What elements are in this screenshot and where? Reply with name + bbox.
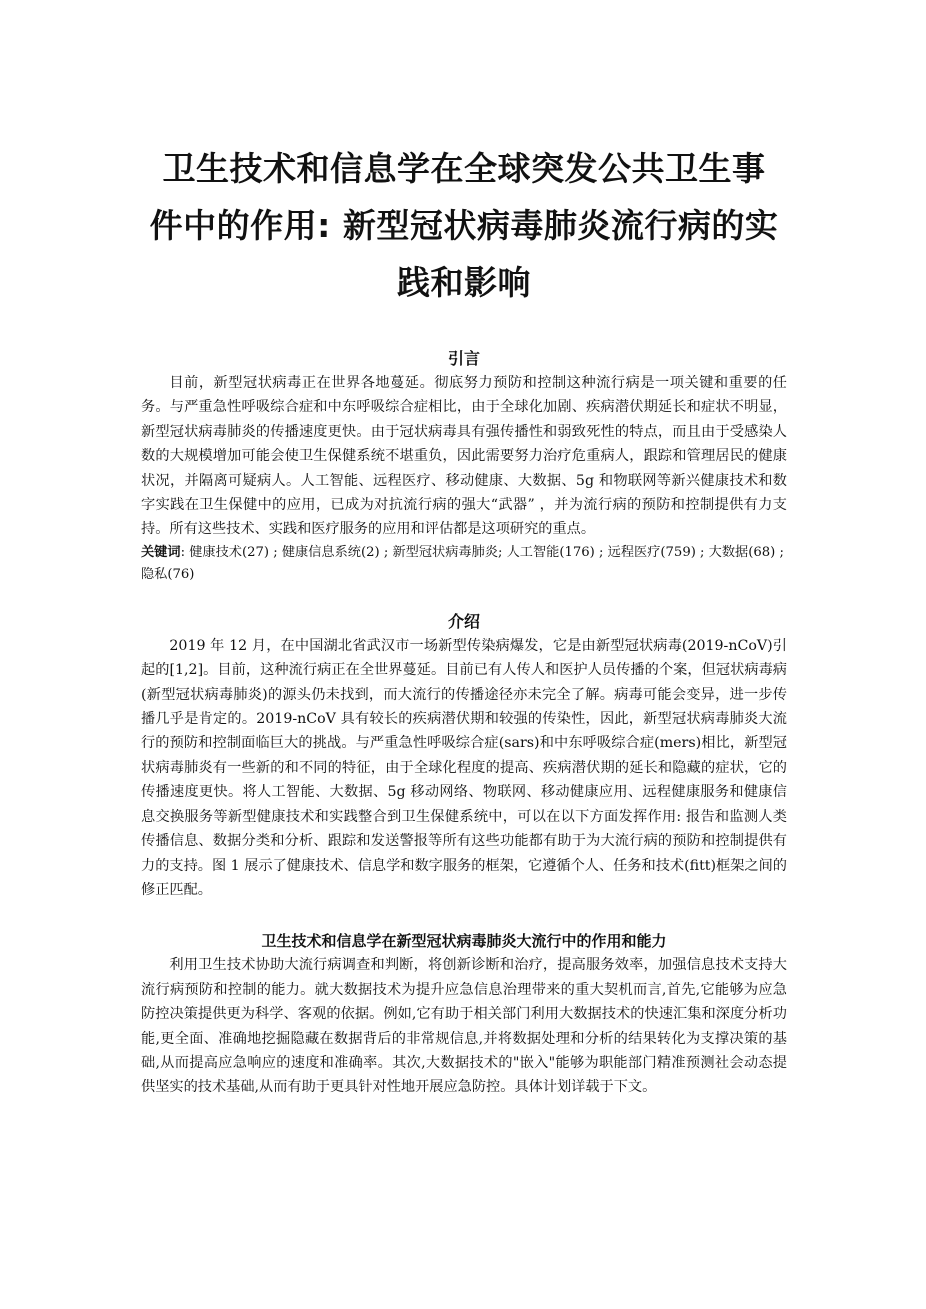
title-line-2: 件中的作用: 新型冠状病毒肺炎流行病的实 — [149, 206, 779, 245]
introduction-heading: 介绍 — [447, 611, 480, 631]
keywords-line — [141, 542, 787, 586]
role-paragraph: 利用卫生技术协助大流行病调查和判断，将创新诊断和治疗，提高服务效率，加强信息技术支持大流行病预防和控制的能力。就大数据技术为提升应急信息治理带来的重大契机而言,首先,它能够为应急防控决策提供更为科学、客观的依据。例如,它有助于相关部门利用大数据技术的快速汇集和深度分析功能,更全面、准确地挖掘隐藏在数据背后的非常规信息,并将数据处理和分析的结果转化为支撑决策的基础,从而提高应急响应的速度和准确率。其次,大数据技术的"嵌入"能够为职能部门精准预测社会动态提供坚实的技术基础,从而有助于更具针对性地开展应急防控。具体计划详载于下文。 — [141, 957, 787, 1096]
role-heading: 卫生技术和信息学在新型冠状病毒肺炎大流行中的作用和能力 — [261, 932, 667, 951]
abstract-section — [141, 347, 787, 586]
document-page — [141, 0, 787, 1100]
keywords-label: 关键词 — [141, 544, 181, 560]
keywords-text: : 健康技术(27) ; 健康信息系统(2) ; 新型冠状病毒肺炎; 人工智能(176) ; 远程医疗(759) ; 大数据(68) ; 隐私(76) — [141, 544, 784, 582]
introduction-paragraph: 2019 年 12 月，在中国湖北省武汉市一场新型传染病爆发，它是由新型冠状病毒(2019-nCoV)引起的[1,2]。目前，这种流行病正在全世界蔓延。目前已有人传人和医护人员传播的个案，但冠状病毒病(新型冠状病毒肺炎)的源头仍未找到，而大流行的传播途径亦未完全了解。病毒可能会变异，进一步传播几乎是肯定的。2019-nCoV 具有较长的疾病潜伏期和较强的传染性，因此，新型冠状病毒肺炎大流行的预防和控制面临巨大的挑战。与严重急性呼吸综合症(sars)和中东呼吸综合症(mers)相比，新型冠状病毒肺炎有一些新的和不同的特征，由于全球化程度的提高、疾病潜伏期的延长和隐藏的症状，它的传播速度更快。将人工智能、大数据、5g 移动网络、物联网、移动健康应用、远程健康服务和健康信息交换服务等新型健康技术和实践整合到卫生保健系统中，可以在以下方面发挥作用: 报告和监测人类传播信息、数据分类和分析、跟踪和发送警报等所有这些功能都有助于为大流行病的预防和控制提供有力的支持。图 1 展示了健康技术、信息学和数字服务的框架，它遵循个人、任务和技术(fitt)框架之间的修正匹配。 — [141, 637, 787, 898]
introduction-section — [141, 610, 787, 902]
paper-title — [141, 140, 787, 311]
title-line-3: 践和影响 — [397, 263, 531, 302]
title-line-1: 卫生技术和信息学在全球突发公共卫生事 — [162, 149, 766, 188]
abstract-paragraph: 目前，新型冠状病毒正在世界各地蔓延。彻底努力预防和控制这种流行病是一项关键和重要的任务。与严重急性呼吸综合症和中东呼吸综合症相比，由于全球化加剧、疾病潜伏期延长和症状不明显，新型冠状病毒肺炎的传播速度更快。由于冠状病毒具有强传播性和弱致死性的特点，而且由于受感染人数的大规模增加可能会使卫生保健系统不堪重负，因此需要努力治疗危重病人，跟踪和管理居民的健康状况，并隔离可疑病人。人工智能、远程医疗、移动健康、大数据、5g 和物联网等新兴健康技术和数字实践在卫生保健中的应用，已成为对抗流行病的强大“武器” ，并为流行病的预防和控制提供有力支持。所有这些技术、实践和医疗服务的应用和评估都是这项研究的重点。 — [141, 375, 787, 538]
abstract-heading: 引言 — [447, 349, 480, 368]
role-section — [141, 929, 787, 1099]
